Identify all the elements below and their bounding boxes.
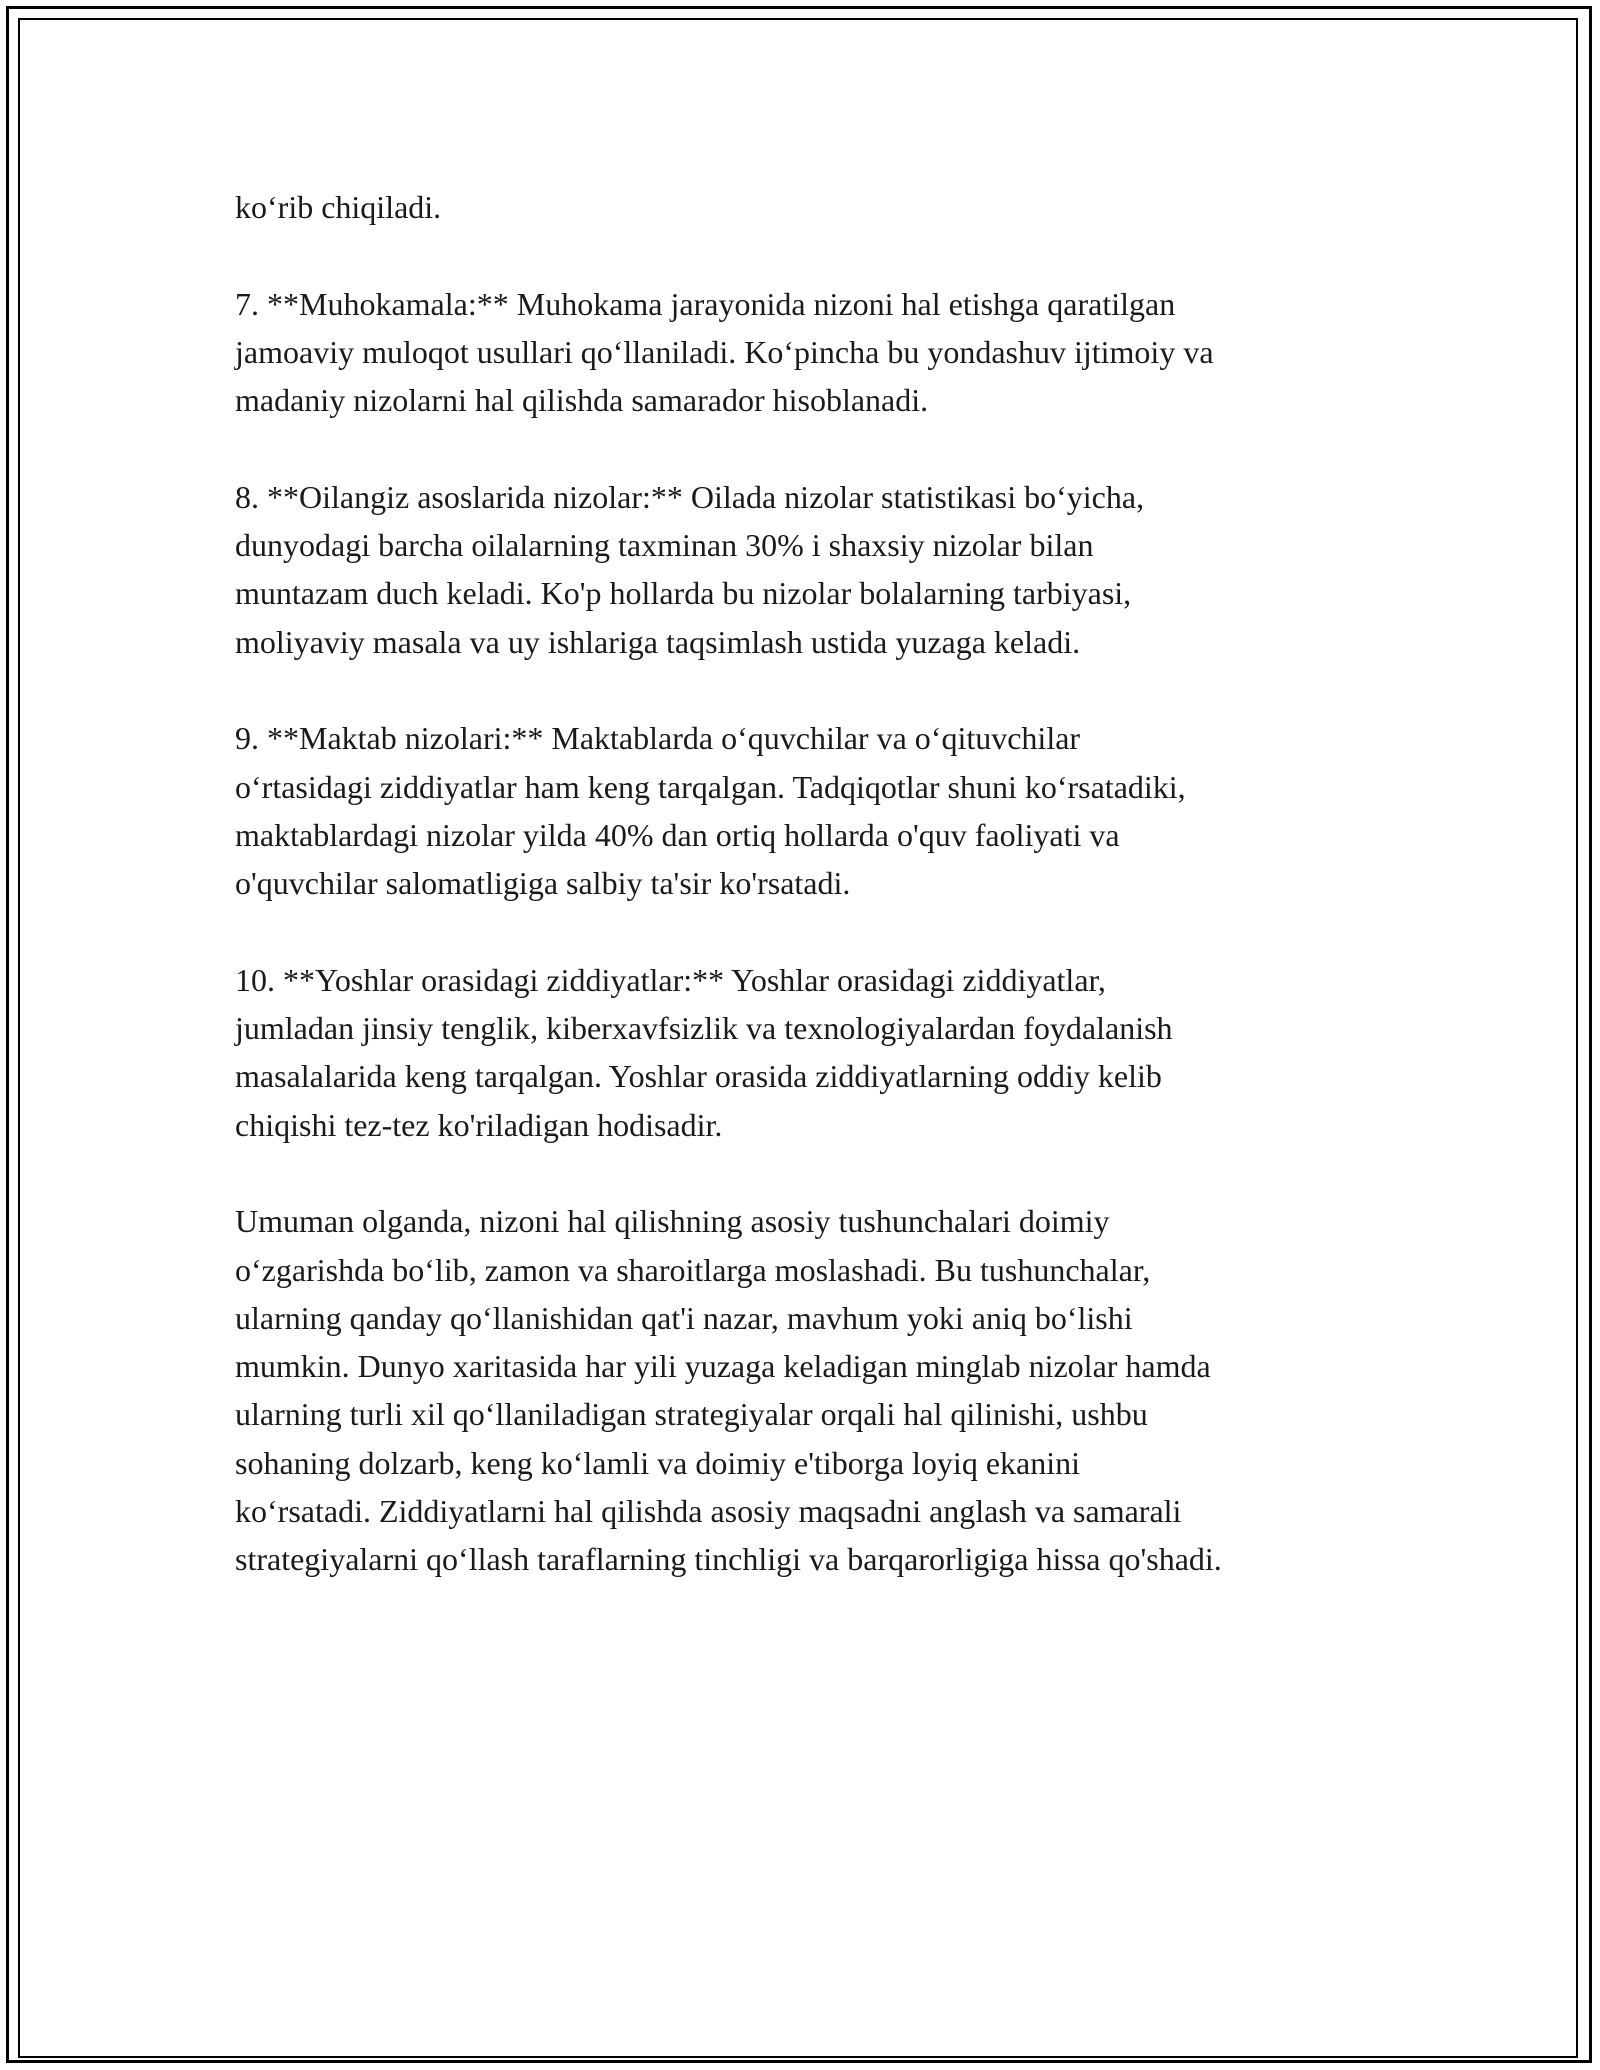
document-body [235, 183, 1385, 1584]
paragraph-continuation: ko‘rib chiqiladi. [235, 189, 442, 225]
paragraph-item-8: 8. **Oilangiz asoslarida nizolar:** Oilada nizolar statistikasi bo‘yicha, dunyodagi barcha oilalarning taxminan 30% i shaxsiy nizolar bilan muntazam duch keladi. Ko'p hollarda bu nizolar bolalarning tarbiyasi, moliyaviy masala va uy ishlariga taqsimlash ustida yuzaga keladi. [235, 478, 1145, 660]
paragraph-item-7: 7. **Muhokamala:** Muhokama jarayonida nizoni hal etishga qaratilgan jamoaviy muloqot usullari qo‘llaniladi. Ko‘pincha bu yondashuv ijtimoiy va madaniy nizolarni hal qilishda samarador hisoblanadi. [235, 285, 1214, 419]
paragraph-item-9: 9. **Maktab nizolari:** Maktablarda o‘quvchilar va o‘qituvchilar o‘rtasidagi ziddiyatlar ham keng tarqalgan. Tadqiqotlar shuni ko‘rsatadiki, maktablardagi nizolar yilda 40% dan ortiq hollarda o'quv faoliyati va o'quvchilar salomatligiga salbiy ta'sir ko'rsatadi. [235, 720, 1186, 902]
paragraph-item-10: 10. **Yoshlar orasidagi ziddiyatlar:** Yoshlar orasidagi ziddiyatlar, jumladan jinsiy tenglik, kiberxavfsizlik va texnologiyalardan foydalanish masalalarida keng tarqalgan. Yoshlar orasida ziddiyatlarning oddiy kelib chiqishi tez-tez ko'riladigan hodisadir. [235, 961, 1173, 1143]
paragraph-conclusion: Umuman olganda, nizoni hal qilishning asosiy tushunchalari doimiy o‘zgarishda bo‘lib, zamon va sharoitlarga moslashadi. Bu tushunchalar, ularning qanday qo‘llanishidan qat'i nazar, mavhum yoki aniq bo‘lishi mumkin. Dunyo xaritasida har yili yuzaga keladigan minglab nizolar hamda ularning turli xil qo‘llaniladigan strategiyalar orqali hal qilinishi, ushbu sohaning dolzarb, keng ko‘lamli va doimiy e'tiborga loyiq ekanini ko‘rsatadi. Ziddiyatlarni hal qilishda asosiy maqsadni anglash va samarali strategiyalarni qo‘llash taraflarning tinchligi va barqarorligiga hissa qo'shadi. [235, 1203, 1222, 1578]
